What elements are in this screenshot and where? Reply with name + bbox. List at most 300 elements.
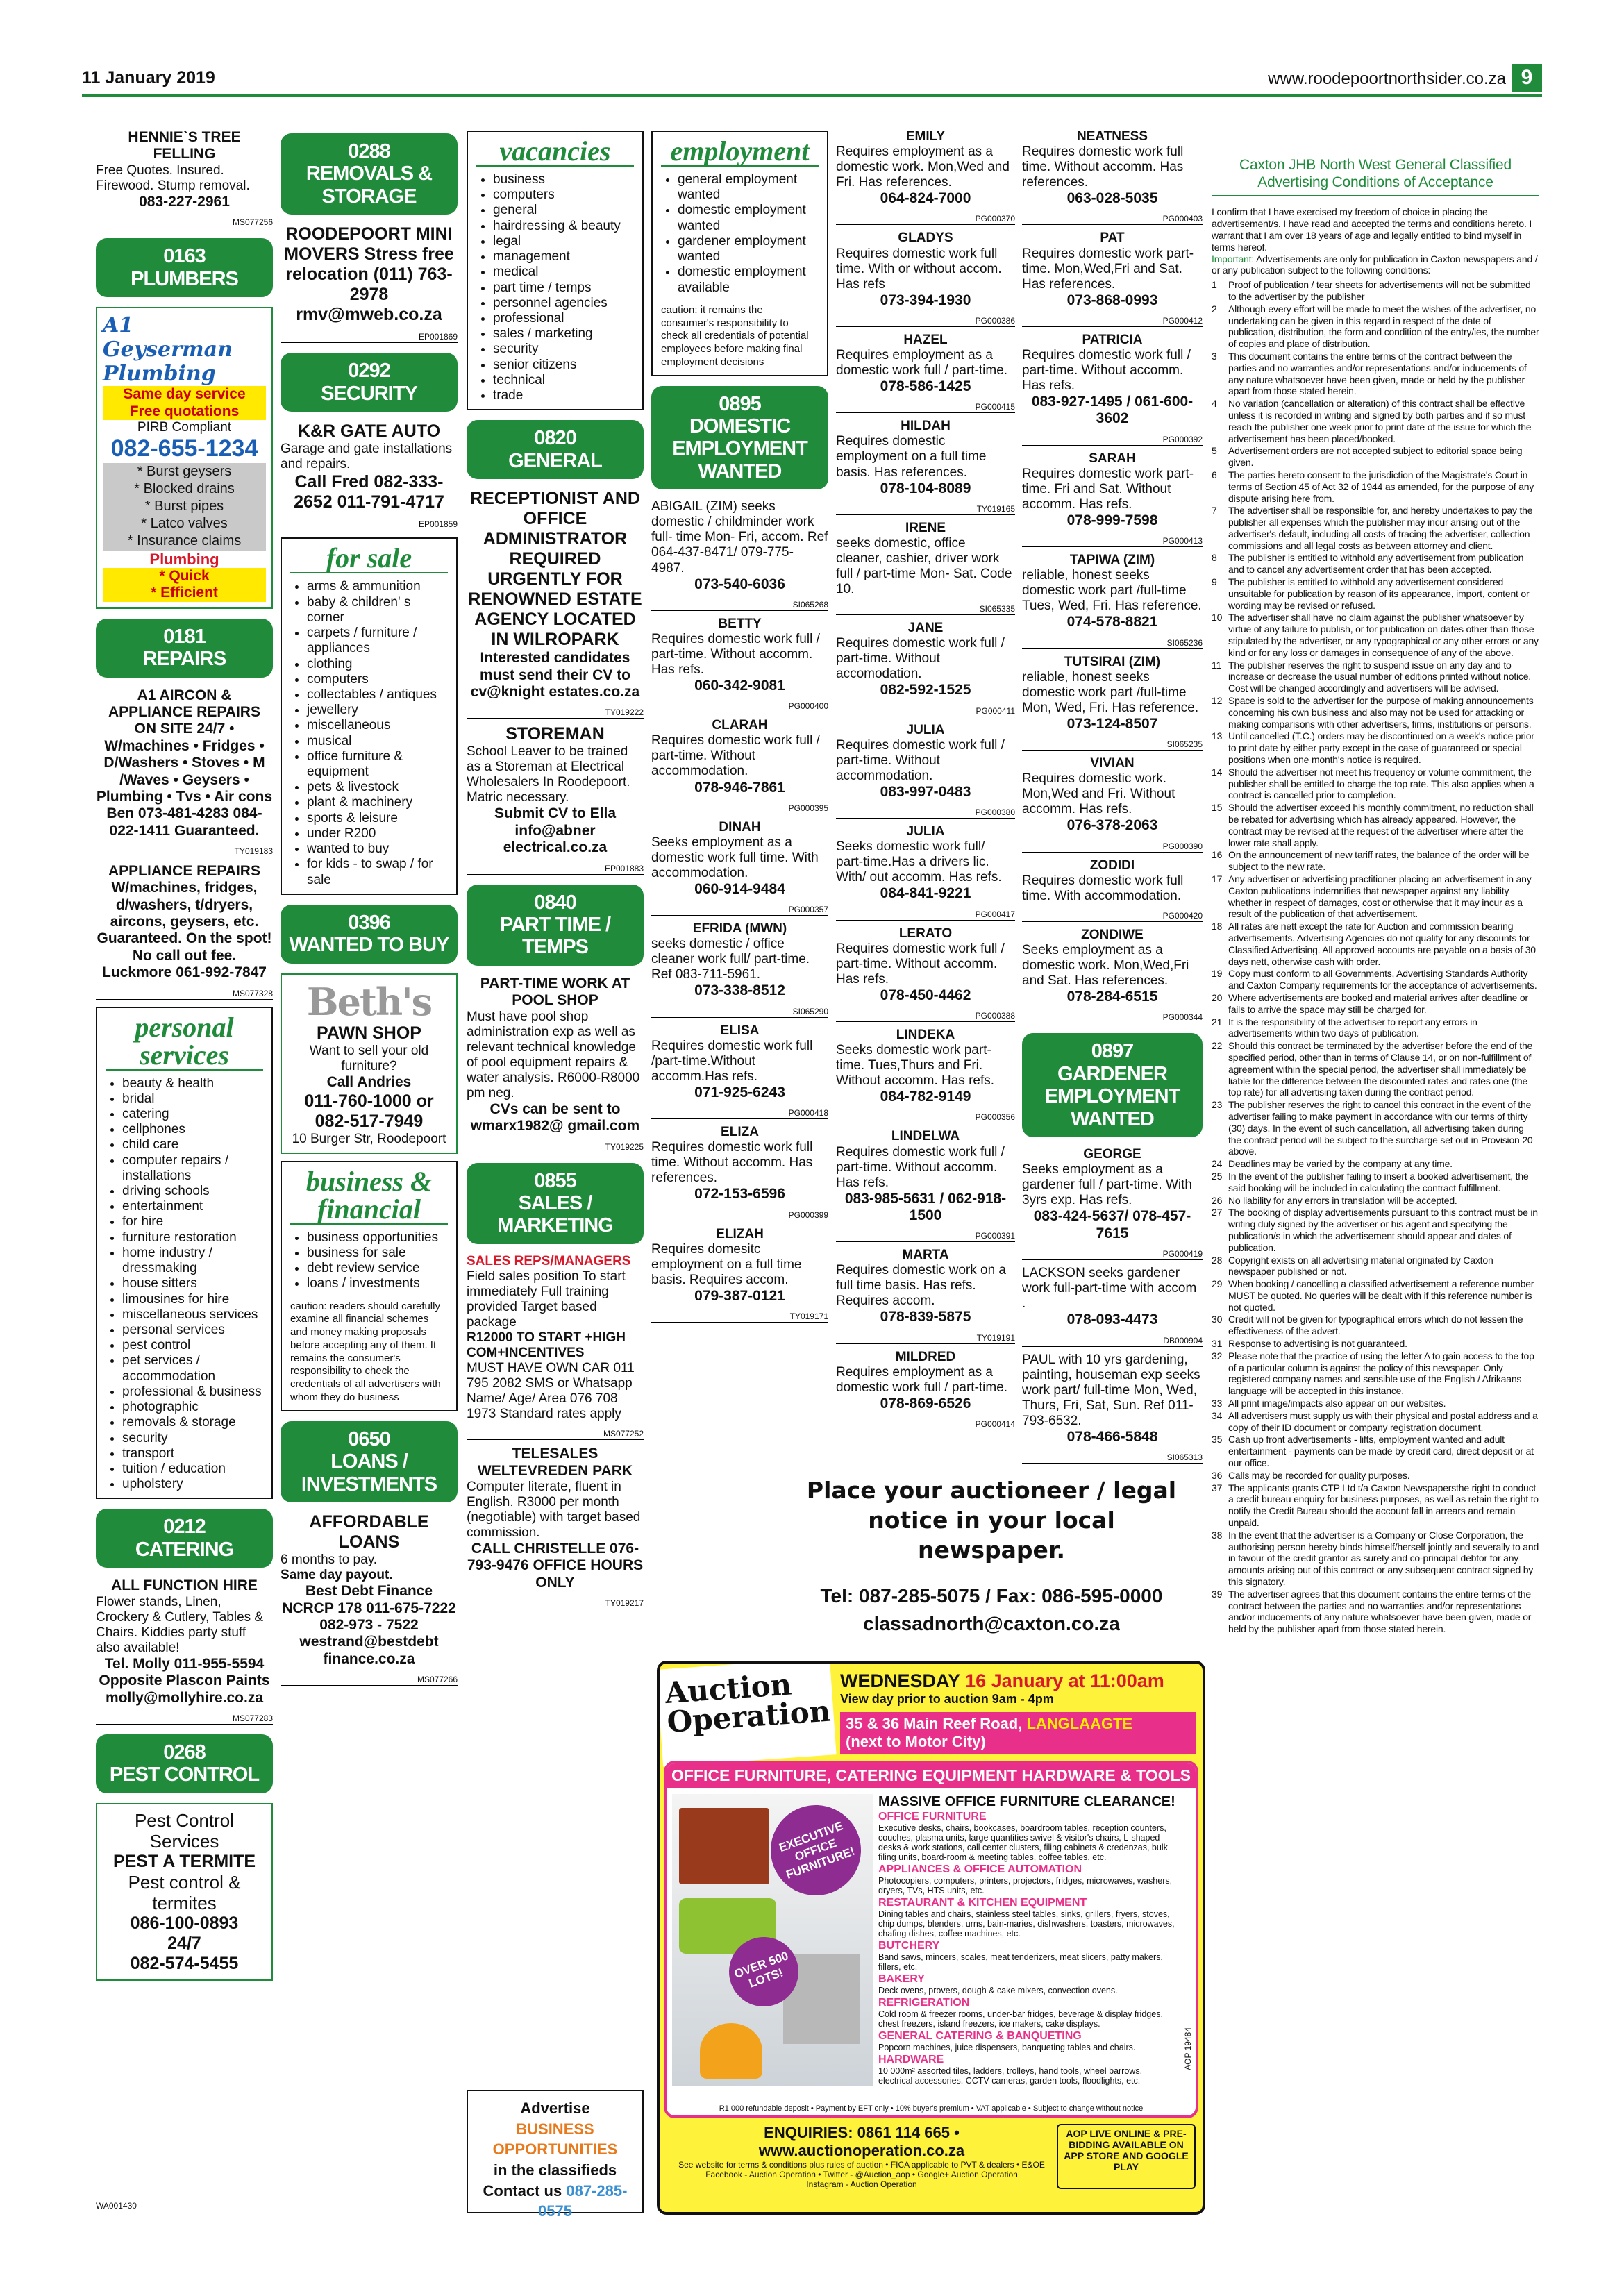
category-link[interactable]: • baby & children' s corner <box>307 595 448 626</box>
condition-number: 37 <box>1212 1482 1223 1493</box>
ad-text: Seeks employment as a domestic work. Mon,Wed,Fri and Sat. Has references. <box>1022 942 1189 988</box>
condition-number: 7 <box>1212 505 1217 517</box>
auction-category-detail: Executive desks, chairs, bookcases, boardroom tables, reception counters, couches, plasma units, large quantities swivel & visitor's chairs, L-shaped desks & work stations, call center clusters, filing cabinets & credenzas, bulk filing units, board-room & meeting tables, coffee tables, etc. <box>878 1823 1168 1863</box>
auction-category-heading: HARDWARE <box>878 2053 944 2065</box>
ad-text: ELIZA <box>721 1125 759 1140</box>
category-link[interactable]: • tuition / education <box>122 1461 263 1477</box>
ad-text: 071-925-6243 <box>694 1084 785 1100</box>
category-code: 0292 <box>348 360 390 383</box>
category-link[interactable]: • trade <box>493 388 634 403</box>
ad-text: Requires domestic work full / part-time. Without accomm. Has refs. <box>836 941 1005 987</box>
ad-text: MUST HAVE OWN CAR 011 795 2082 SMS or Whatsapp Name/ Age/ Area 076 708 1973 Standard rates apply <box>467 1361 635 1422</box>
category-link[interactable]: • removals & storage <box>122 1415 263 1430</box>
classified-ad <box>1022 1147 1203 1242</box>
ad-text: VIVIAN <box>1090 756 1135 771</box>
auction-category-detail: Band saws, mincers, scales, meat tenderizers, meat slicers, patty makers, fillers, etc. <box>878 1952 1163 1972</box>
ad-text: Field sales position To start immediately Full training provided Target based package <box>467 1268 626 1330</box>
classified-ad <box>96 1577 273 1707</box>
ad-text: Same day service <box>103 386 266 403</box>
condition-item <box>1212 1398 1539 1409</box>
column-3 <box>467 124 644 1609</box>
category-link[interactable]: • hairdressing & beauty <box>493 219 634 234</box>
ad-text: 078-284-6515 <box>1066 988 1158 1005</box>
ad-reference: SI065236 <box>1022 638 1203 649</box>
ad-text: ELIZAH <box>716 1226 764 1241</box>
ad-reference: PG000414 <box>836 1419 1015 1430</box>
conditions-list <box>1212 279 1539 1635</box>
column-1 <box>96 124 273 1988</box>
category-link[interactable]: • personnel agencies <box>493 296 634 311</box>
ad-text: Requires domestic work full / part-time. Without accomm. Has refs. <box>836 1144 1005 1190</box>
classified-ad <box>836 1028 1015 1105</box>
category-link[interactable]: • collectables / antiques <box>307 687 448 703</box>
condition-text: Copyright exists on all advertising material originated by Caxton newspaper published or not. <box>1228 1254 1493 1277</box>
category-link[interactable]: • gardener employment wanted <box>678 234 819 265</box>
category-banner-0268[interactable] <box>96 1734 273 1793</box>
condition-text: Response to advertising is not guaranteed. <box>1228 1338 1407 1350</box>
category-link[interactable]: • pet services / accommodation <box>122 1353 263 1384</box>
category-link[interactable]: • child care <box>122 1137 263 1153</box>
ad-reference: PG000418 <box>651 1108 828 1119</box>
ad-reference: PG000400 <box>651 701 828 712</box>
ad-text: Seeks employment as a domestic work full time. With accommodation. <box>651 835 819 880</box>
classified-ad <box>836 129 1015 207</box>
condition-text: In the event that the advertiser is a Company or Close Corporation, the authorising person hereby binds himself/herself jointly and severally to and in favour of the credit grantor as surety and co-principal debtor for any amounts arising out of this contract or any subsequent contract signed by this signatory. <box>1228 1529 1539 1588</box>
category-banner-0288[interactable] <box>281 133 458 215</box>
ad-text: K&R GATE AUTO <box>297 421 441 442</box>
condition-item <box>1212 1410 1539 1434</box>
category-link[interactable]: • clothing <box>307 657 448 672</box>
ad-text: Pest control & termites <box>128 1872 241 1914</box>
ad-text: Requires domestic work part-time. Mon,Wed,Fri and Sat. Has references. <box>1022 246 1194 292</box>
category-banner-0650[interactable] <box>281 1421 458 1502</box>
ad-reference: MS077266 <box>281 1675 458 1686</box>
category-link[interactable]: • business <box>493 172 634 187</box>
ad-text: Want to sell your old furniture? <box>309 1044 429 1074</box>
classified-ad <box>836 1248 1015 1325</box>
category-link[interactable]: • business opportunities <box>307 1230 448 1246</box>
ad-text: DINAH <box>719 819 761 835</box>
ad-reference: SI065313 <box>1022 1452 1203 1464</box>
category-link[interactable]: • carpets / furniture / appliances <box>307 626 448 656</box>
category-banner-0840[interactable] <box>467 885 644 966</box>
ad-text: Beth's <box>306 979 432 1024</box>
website-link[interactable]: www.roodepoortnorthsider.co.za <box>1268 69 1506 88</box>
condition-text: On the announcement of new tariff rates, the balance of the order will be subject to the new rate. <box>1228 849 1530 873</box>
category-link[interactable]: • legal <box>493 234 634 249</box>
contact-phone[interactable]: 087-285-0575 <box>538 2181 628 2220</box>
classified-ad <box>836 723 1015 801</box>
category-link[interactable]: • transport <box>122 1446 263 1461</box>
ad-text: EFRIDA (MWN) <box>692 921 787 937</box>
category-link[interactable]: • driving schools <box>122 1184 263 1199</box>
ad-text: Requires domestic work full time. With accommodation. <box>1022 873 1184 903</box>
condition-number: 35 <box>1212 1434 1223 1446</box>
condition-text: Should the advertiser exceed his monthly commitment, no reduction shall be rebated for advertising which has already appeared. However, the contract may be revised at the request of the advertiser where after the lower rate shall apply. <box>1228 802 1534 848</box>
category-link[interactable]: • miscellaneous <box>307 718 448 733</box>
ad-text: Must have pool shop administration exp as well as relevant technical knowledge of pool equipment repairs & water analysis. R6000-R8000 pm neg. <box>467 1009 640 1100</box>
classified-ad <box>836 621 1015 698</box>
category-link[interactable]: • catering <box>122 1107 263 1122</box>
condition-text: Advertisement orders are not accepted subject to editorial space being given. <box>1228 445 1523 469</box>
condition-item <box>1212 1314 1539 1337</box>
condition-item <box>1212 552 1539 576</box>
category-banner-0212[interactable] <box>96 1509 273 1568</box>
classified-ad <box>651 921 828 999</box>
category-link[interactable]: • pets & livestock <box>307 780 448 795</box>
ad-text: MILDRED <box>895 1349 956 1364</box>
category-link[interactable]: • business for sale <box>307 1246 448 1261</box>
category-link[interactable]: • computers <box>493 187 634 203</box>
important-label: Important: <box>1212 253 1255 265</box>
ad-text: reliable, honest seeks domestic work part /full-time Tues, Wed, Fri. Has reference. <box>1022 568 1202 614</box>
condition-text: The advertiser agrees that this document contains the entire terms of the contract between the parties and no warranties and/or representations and/or inducements of any nature whatsoever have been given, made or held by the publisher apart from those stated herein. <box>1228 1588 1532 1635</box>
desk-image <box>679 1808 769 1884</box>
condition-text: The publisher is entitled to withhold any advertisement considered unsuitable for publication by reason of its appearance, import, content or wording may be revised or refused. <box>1228 576 1530 611</box>
ad-text: 060-342-9081 <box>694 678 785 694</box>
ad-text: PEST A TERMITE <box>112 1852 256 1872</box>
category-link[interactable]: • senior citizens <box>493 358 634 373</box>
category-link[interactable]: • security <box>122 1431 263 1446</box>
condition-item <box>1212 469 1539 504</box>
condition-number: 9 <box>1212 576 1217 588</box>
category-index-heading: vacancies <box>476 137 634 167</box>
condition-text: Cash up front advertisements - lifts, employment wanted and adult entertainment - payments can be made by credit card, direct deposit or at our office. <box>1228 1434 1534 1469</box>
ad-text: LERATO <box>898 925 953 941</box>
ad-text: Free quotations <box>103 403 266 420</box>
classified-ad <box>96 687 273 839</box>
category-link[interactable]: • sports & leisure <box>307 811 448 826</box>
category-link[interactable]: • pest control <box>122 1338 263 1353</box>
condition-number: 14 <box>1212 766 1223 778</box>
ad-text: TAPIWA (ZIM) <box>1069 553 1155 568</box>
ad-text: ZONDIWE <box>1081 927 1144 942</box>
classified-ad <box>836 231 1015 308</box>
category-link[interactable]: • furniture restoration <box>122 1230 263 1246</box>
auction-enquiries[interactable]: ENQUIRIES: 0861 114 665 • www.auctionoperation.co.za <box>758 2124 965 2159</box>
ad-reference: EP001859 <box>281 519 458 530</box>
ad-text: LACKSON seeks gardener work full-part-time with accom . <box>1022 1266 1197 1312</box>
ad-text: Free Quotes. Insured. Firewood. Stump removal. <box>96 162 250 193</box>
category-link[interactable]: • musical <box>307 734 448 749</box>
category-link[interactable]: • limousines for hire <box>122 1292 263 1307</box>
condition-number: 28 <box>1212 1254 1223 1266</box>
ad-text: 10 Burger Str, Roodepoort <box>292 1131 446 1146</box>
auction-category-heading: REFRIGERATION <box>878 1996 970 2009</box>
category-link[interactable]: • general <box>493 203 634 218</box>
condition-number: 6 <box>1212 469 1217 480</box>
ad-text: SARAH <box>1089 451 1136 466</box>
category-title: GENERAL <box>508 449 602 472</box>
category-link[interactable]: • house sitters <box>122 1276 263 1291</box>
classified-ad <box>467 724 644 856</box>
condition-text: Although every effort will be made to meet the wishes of the advertiser, no undertaking can be given in this regard in respect of the date of publication, distribution, the form and condition of the entry/ies, the number of copies and place of distribution. <box>1228 303 1539 350</box>
condition-number: 27 <box>1212 1207 1223 1218</box>
ad-text: * Blocked drains <box>103 480 266 498</box>
ad-text: JANE <box>907 621 944 636</box>
category-index-list <box>661 172 819 296</box>
condition-item <box>1212 1530 1539 1588</box>
condition-text: Should this contract be terminated by the advertiser before the end of the specified period, other than in terms of Clause 14, or on non-fulfillment of agreement within the special period, the advertiser shall immediately be liable for the difference between the discounted rates and rates one (the top rate) for all advertising taken during the contract period. <box>1228 1040 1533 1098</box>
ad-text: 064-824-7000 <box>880 190 971 207</box>
ad-reference: PG000412 <box>1022 316 1203 327</box>
ad-text: Requires employment as a domestic work full / part-time. <box>836 348 1008 378</box>
ad-reference: TY019217 <box>467 1598 644 1609</box>
ad-text: 6 months to pay. <box>281 1552 378 1568</box>
condition-number: 25 <box>1212 1170 1223 1182</box>
category-index-list <box>476 172 634 403</box>
ad-text: EMILY <box>905 129 946 144</box>
ad-text: 084-841-9221 <box>880 885 971 902</box>
category-link[interactable]: • for hire <box>122 1214 263 1230</box>
ad-reference: PG000395 <box>651 803 828 814</box>
category-banner-0292[interactable] <box>281 353 458 412</box>
ad-text: 083-997-0483 <box>880 783 971 800</box>
condition-item <box>1212 660 1539 694</box>
ad-text: CALL CHRISTELLE 076-793-9476 OFFICE HOURS ONLY <box>467 1541 644 1591</box>
category-link[interactable]: • beauty & health <box>122 1076 263 1091</box>
category-banner-0163[interactable] <box>96 238 273 297</box>
ad-text: APPLIANCE REPAIRS W/machines, fridges, d/washers, t/dryers, aircons, geysers, etc. Guaranteed. On the spot! No call out fee. Luckmore 061-992-7847 <box>97 863 272 981</box>
category-link[interactable]: • jewellery <box>307 703 448 718</box>
condition-text: Until cancelled (T.C.) orders may be discontinued on a week's notice prior to print date by either party except in the case of guaranteed or special positions when one month's notice is required. <box>1228 730 1534 766</box>
category-title: PLUMBERS <box>131 267 238 290</box>
classified-ad <box>281 421 458 512</box>
ad-text: 082-655-1234 <box>110 435 258 462</box>
classified-ad <box>651 499 828 593</box>
ad-text: PART-TIME WORK AT POOL SHOP <box>480 975 630 1009</box>
ad-text: HAZEL <box>903 332 948 347</box>
ad-text: 084-782-9149 <box>880 1089 971 1105</box>
category-index-heading: employment <box>661 137 819 167</box>
category-link[interactable]: • personal services <box>122 1323 263 1338</box>
ad-text: 086-100-0893 <box>130 1913 239 1934</box>
advertise-category: BUSINESS OPPORTUNITIES <box>492 2120 618 2159</box>
category-code: 0897 <box>1091 1040 1134 1063</box>
condition-text: In the event of the publisher failing to insert a booked advertisement, the said booking will be included in calculating the contract fulfillment. <box>1228 1170 1529 1193</box>
condition-number: 34 <box>1212 1409 1223 1421</box>
ad-text: 083-227-2961 <box>139 193 230 210</box>
category-title: CATERING <box>135 1538 234 1561</box>
condition-number: 31 <box>1212 1338 1223 1350</box>
condition-item <box>1212 1195 1539 1207</box>
column-5 <box>836 124 1015 1430</box>
notice-headline: Place your auctioneer / legal notice in your local newspaper. <box>806 1477 1177 1564</box>
classified-ad <box>281 973 458 1154</box>
notice-email[interactable]: classadnorth@caxton.co.za <box>863 1612 1120 1634</box>
category-link[interactable]: • home industry / dressmaking <box>122 1246 263 1276</box>
ad-text: Requires domestic work on a full time basis. Has refs. Requires accom. <box>836 1263 1006 1309</box>
ad-text: Seeks employment as a gardener full / part-time. With 3yrs exp. Has refs. <box>1022 1162 1192 1208</box>
category-title: DOMESTIC EMPLOYMENT WANTED <box>672 414 807 483</box>
condition-text: The applicants grants CTP Ltd t/a Caxton Newspapersthe right to conduct a credit bureau enquiry for business purposes, as well as retain the right to notify the Credit Bureau should the account fall in arrears and remain unpaid. <box>1228 1482 1539 1529</box>
ad-text: LINDELWA <box>891 1129 960 1144</box>
category-banner-0855[interactable] <box>467 1163 644 1244</box>
condition-number: 12 <box>1212 695 1223 707</box>
ad-text: HENNIE`S TREE FELLING <box>128 129 241 162</box>
category-link[interactable]: • professional <box>493 311 634 326</box>
classified-ad <box>1022 858 1203 904</box>
category-link[interactable]: • photographic <box>122 1400 263 1415</box>
category-banner-0897[interactable] <box>1022 1033 1203 1137</box>
ad-reference: TY019191 <box>836 1333 1015 1344</box>
category-link[interactable]: • domestic employment available <box>678 265 819 295</box>
category-banner-0181[interactable] <box>96 619 273 678</box>
ad-text: TELESALES WELTEVREDEN PARK <box>477 1446 633 1479</box>
ad-reference: SI065335 <box>836 604 1015 615</box>
condition-number: 10 <box>1212 612 1223 623</box>
condition-number: 22 <box>1212 1040 1223 1052</box>
ad-text: RECEPTIONIST AND OFFICE ADMINISTRATOR REQUIRED URGENTLY FOR RENOWNED ESTATE AGENCY LOCATED IN WILROPARK <box>468 489 642 650</box>
category-link[interactable]: • loans / investments <box>307 1276 448 1291</box>
header-divider <box>82 94 1542 97</box>
classified-ad <box>1022 756 1203 834</box>
ad-text: Requires domestic work full / part-time. Without accomodation. <box>836 636 1005 682</box>
ad-text: GEORGE <box>1083 1147 1141 1162</box>
category-link[interactable]: • miscellaneous services <box>122 1307 263 1323</box>
condition-text: The publisher is entitled to withhold any advertisement from publication and to cancel any advertisement order that has been accepted. <box>1228 552 1524 576</box>
condition-number: 1 <box>1212 279 1217 291</box>
ad-text: 078-999-7598 <box>1066 512 1158 528</box>
ad-text: ROODEPOORT MINI MOVERS Stress free relocation (011) 763-2978 rmv@mweb.co.za <box>284 224 454 325</box>
ad-reference: PG000411 <box>836 706 1015 717</box>
condition-text: Please note that the practice of using the letter A to gain access to the top of a particular column is against the policy of this newspaper. Only registered company names and sensible use of the English / Afrikaans language will be accepted in this instance. <box>1228 1350 1534 1397</box>
contact-label: Contact us <box>483 2181 562 2199</box>
category-link[interactable]: • debt review service <box>307 1261 448 1276</box>
category-link[interactable]: • computers <box>307 672 448 687</box>
auction-category-detail: Popcorn machines, juice dispensers, banqueting tables and chairs. <box>878 2042 1136 2052</box>
auction-fine-print: See website for terms & conditions plus rules of auction • FICA applicable to PVT & dealers • E&OE <box>678 2160 1045 2170</box>
category-link[interactable]: • under R200 <box>307 826 448 841</box>
ad-text: * Efficient <box>103 585 266 601</box>
ad-text: * Burst pipes <box>103 498 266 515</box>
condition-number: 30 <box>1212 1314 1223 1325</box>
ad-text: JULIA <box>906 824 945 839</box>
tools-image <box>700 2023 762 2079</box>
category-link[interactable]: • sales / marketing <box>493 326 634 342</box>
classified-ad <box>651 820 828 898</box>
ad-text: 24/7 <box>167 1934 201 1954</box>
ad-text: Requires domestic work part-time. Fri and Sat. Without accomm. Has refs. <box>1022 466 1194 512</box>
condition-text: Proof of publication / tear sheets for advertisements will not be submitted to the advertiser by the publisher <box>1228 279 1531 302</box>
auction-day: WEDNESDAY <box>840 1670 960 1691</box>
category-banner-0396[interactable] <box>281 905 458 964</box>
auction-category-heading: BAKERY <box>878 1973 925 1986</box>
classified-ad <box>281 1512 458 1668</box>
ad-reference: PG000417 <box>836 910 1015 921</box>
category-link[interactable]: • wanted to buy <box>307 841 448 857</box>
category-link[interactable]: • entertainment <box>122 1199 263 1214</box>
ad-reference: TY019171 <box>651 1312 828 1323</box>
category-link[interactable]: • arms & ammunition <box>307 579 448 594</box>
category-index-list <box>290 579 448 887</box>
condition-item <box>1212 1482 1539 1529</box>
classified-ad <box>651 1227 828 1305</box>
ad-text: Requires domestic work full time. Without accomm. Has references. <box>651 1140 813 1186</box>
category-code: 0396 <box>348 911 390 934</box>
category-link[interactable]: • general employment wanted <box>678 172 819 203</box>
ad-text: SALES REPS/MANAGERS <box>467 1253 631 1268</box>
classified-ad <box>96 1803 273 1981</box>
category-link[interactable]: • security <box>493 342 634 357</box>
ad-text: Call Fred 082-333-2652 011-791-4717 <box>294 472 444 512</box>
conditions-title: Caxton JHB North West General Classified Advertising Conditions of Acceptance <box>1212 156 1539 196</box>
ad-reference: PG000344 <box>1022 1012 1203 1023</box>
ad-text: 073-540-6036 <box>694 576 785 592</box>
category-link[interactable]: • upholstery <box>122 1477 263 1492</box>
ad-text: Requires employment as a domestic work. Mon,Wed and Fri. Has references. <box>836 144 1010 190</box>
category-title: LOANS / INVESTMENTS <box>301 1450 437 1495</box>
category-link[interactable]: • domestic employment wanted <box>678 203 819 233</box>
condition-item <box>1212 1171 1539 1194</box>
condition-text: The advertiser shall have no claim against the publisher whatsoever by virtue of any failure to publish, or for publication on dates other than those stipulated by the advertiser, or any typographical or any other errors or any kind or for any loss or damages in consequence of any of the above. <box>1228 612 1539 658</box>
category-link[interactable]: • office furniture & equipment <box>307 749 448 780</box>
category-link[interactable]: • bridal <box>122 1091 263 1107</box>
ad-text: BETTY <box>718 616 762 631</box>
ad-text: CLARAH <box>712 718 768 733</box>
category-code: 0268 <box>163 1741 206 1763</box>
category-code: 0288 <box>348 140 390 162</box>
condition-item <box>1212 1434 1539 1468</box>
category-link[interactable]: • professional & business <box>122 1384 263 1400</box>
category-link[interactable]: • for kids - to swap / for sale <box>307 857 448 887</box>
ad-reference: PG000391 <box>836 1231 1015 1242</box>
classified-ad <box>96 129 273 210</box>
category-code: 0163 <box>163 245 206 268</box>
auction-category-heading: OFFICE FURNITURE <box>878 1811 987 1823</box>
category-link[interactable]: • plant & machinery <box>307 795 448 810</box>
condition-item <box>1212 398 1539 444</box>
category-link[interactable]: • part time / temps <box>493 280 634 296</box>
auction-app-box: AOP LIVE ONLINE & PRE-BIDDING AVAILABLE ON APP STORE AND GOOGLE PLAY <box>1057 2124 1196 2189</box>
category-link[interactable]: • medical <box>493 265 634 280</box>
ad-text: 082-592-1525 <box>880 682 971 698</box>
category-link[interactable]: • cellphones <box>122 1122 263 1137</box>
condition-text: All print image/impacts also appear on our websites. <box>1228 1398 1446 1409</box>
category-link[interactable]: • technical <box>493 373 634 388</box>
ad-text: 078-869-6526 <box>880 1395 971 1411</box>
classified-ad <box>836 521 1015 597</box>
category-banner-0895[interactable] <box>651 386 828 490</box>
condition-number: 4 <box>1212 398 1217 410</box>
classified-ad <box>836 1350 1015 1412</box>
auction-category-list <box>878 1794 1176 2086</box>
condition-item <box>1212 445 1539 469</box>
category-banner-0820[interactable] <box>467 420 644 479</box>
auction-social: Facebook - Auction Operation • Twitter - @Auction_aop • Google+ Auction Operation <box>705 2170 1018 2179</box>
category-link[interactable]: • computer repairs / installations <box>122 1153 263 1184</box>
conditions-of-acceptance <box>1212 156 1539 1636</box>
classified-ad <box>1022 1266 1203 1328</box>
classified-ad <box>651 1023 828 1101</box>
classified-ad <box>1022 1352 1203 1446</box>
ad-text: reliable, honest seeks domestic work part /full-time Mon, Wed, Fri. Has reference. <box>1022 669 1199 715</box>
ad-text: AFFORDABLE LOANS <box>309 1512 429 1552</box>
classified-ad <box>1022 928 1203 1005</box>
category-link[interactable]: • management <box>493 249 634 265</box>
condition-item <box>1212 303 1539 350</box>
classified-ad <box>281 224 458 325</box>
category-code: 0820 <box>534 427 576 450</box>
condition-number: 13 <box>1212 730 1223 742</box>
ad-text: JULIA <box>906 722 945 737</box>
ad-text: A1 AIRCON & APPLIANCE REPAIRS ON SITE 24/7 • W/machines • Fridges • D/Washers • Stoves • M /Waves • Geysers • Plumbing • Tvs • Air cons Ben 073-481-4283 084-022-1411 Guaranteed. <box>96 687 273 839</box>
ad-reference: PG000399 <box>651 1210 828 1221</box>
ad-text: 078-093-4473 <box>1066 1312 1158 1328</box>
ad-text: Requires domestic work full /part-time.Without accomm.Has refs. <box>651 1038 813 1084</box>
condition-number: 32 <box>1212 1350 1223 1361</box>
ad-text: 074-578-8821 <box>1066 614 1158 630</box>
